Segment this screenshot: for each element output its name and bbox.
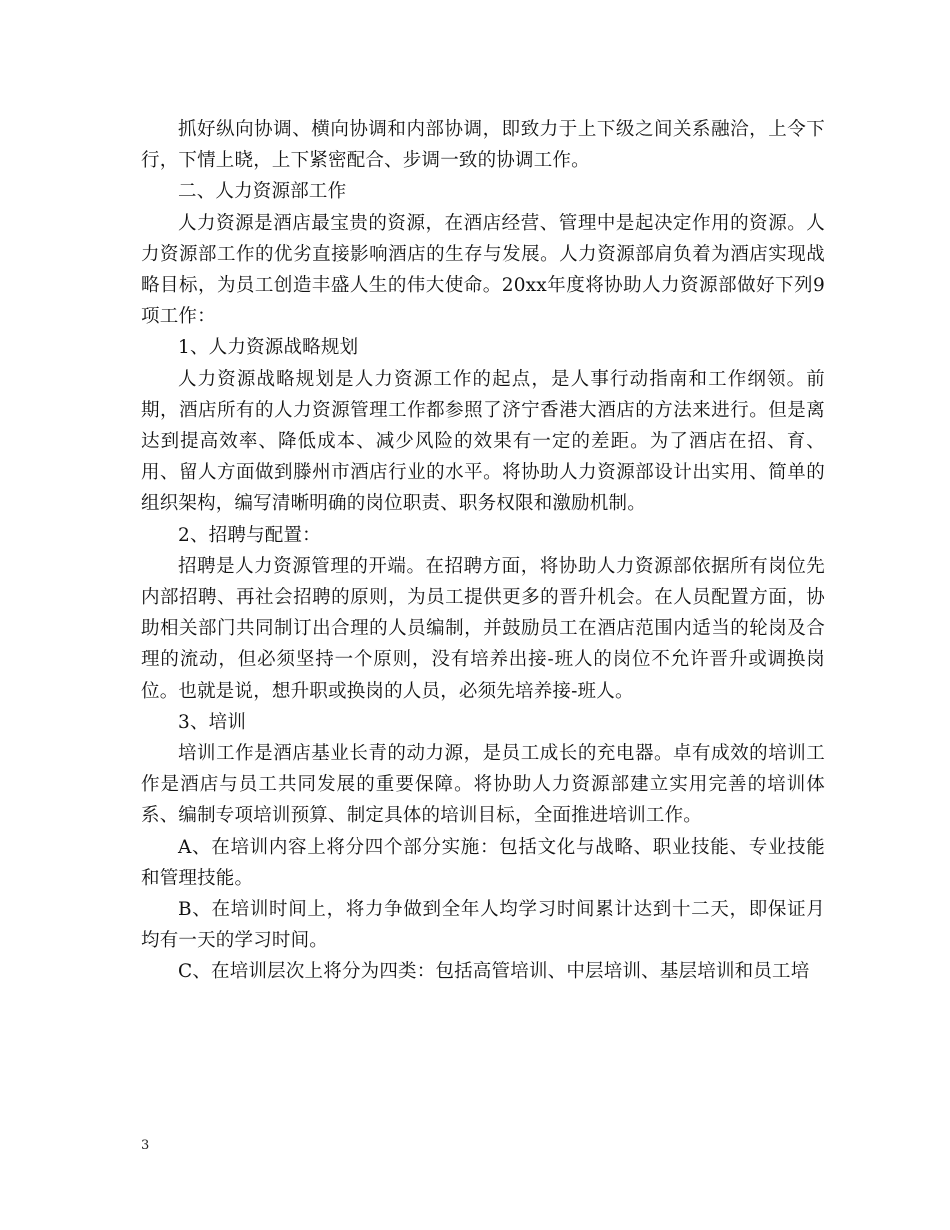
paragraph-training-levels: C、在培训层次上将分为四类：包括高管培训、中层培训、基层培训和员工培 <box>178 961 810 983</box>
document-body <box>141 114 825 988</box>
paragraph-hr-intro: 人力资源是酒店最宝贵的资源，在酒店经营、管理中是起决定作用的资源。人力资源部工作的优劣直接影响酒店的生存与发展。人力资源部肩负着为酒店实现战略目标，为员工创造丰盛人生的伟大使命。20xx年度将协助人力资源部做好下列9项工作： <box>141 212 825 328</box>
paragraph-coordination: 抓好纵向协调、横向协调和内部协调，即致力于上下级之间关系融洽，上令下行，下情上晓，上下紧密配合、步调一致的协调工作。 <box>141 119 825 172</box>
page-number: 3 <box>141 1138 150 1153</box>
heading-recruitment: 2、招聘与配置： <box>178 524 321 546</box>
paragraph-hr-strategy: 人力资源战略规划是人力资源工作的起点，是人事行动指南和工作纲领。前期，酒店所有的人力资源管理工作都参照了济宁香港大酒店的方法来进行。但是离达到提高效率、降低成本、减少风险的效果有一定的差距。为了酒店在招、育、用、留人方面做到滕州市酒店行业的水平。将协助人力资源部设计出实用、简单的组织架构，编写清晰明确的岗位职责、职务权限和激励机制。 <box>141 368 825 515</box>
paragraph-training-content: A、在培训内容上将分四个部分实施：包括文化与战略、职业技能、专业技能和管理技能。 <box>141 836 825 889</box>
heading-hr-department: 二、人力资源部工作 <box>178 181 347 203</box>
heading-hr-strategy: 1、人力资源战略规划 <box>178 337 359 359</box>
paragraph-training: 培训工作是酒店基业长青的动力源，是员工成长的充电器。卓有成效的培训工作是酒店与员工共同发展的重要保障。将协助人力资源部建立实用完善的培训体系、编制专项培训预算、制定具体的培训目标，全面推进培训工作。 <box>141 743 825 827</box>
paragraph-recruitment: 招聘是人力资源管理的开端。在招聘方面，将协助人力资源部依据所有岗位先内部招聘、再社会招聘的原则，为员工提供更多的晋升机会。在人员配置方面，协助相关部门共同制订出合理的人员编制，并鼓励员工在酒店范围内适当的轮岗及合理的流动，但必须坚持一个原则，没有培养出接-班人的岗位不允许晋升或调换岗位。也就是说，想升职或换岗的人员，必须先培养接-班人。 <box>141 555 825 702</box>
paragraph-training-time: B、在培训时间上，将力争做到全年人均学习时间累计达到十二天，即保证月均有一天的学习时间。 <box>141 899 825 952</box>
heading-training: 3、培训 <box>178 711 247 733</box>
